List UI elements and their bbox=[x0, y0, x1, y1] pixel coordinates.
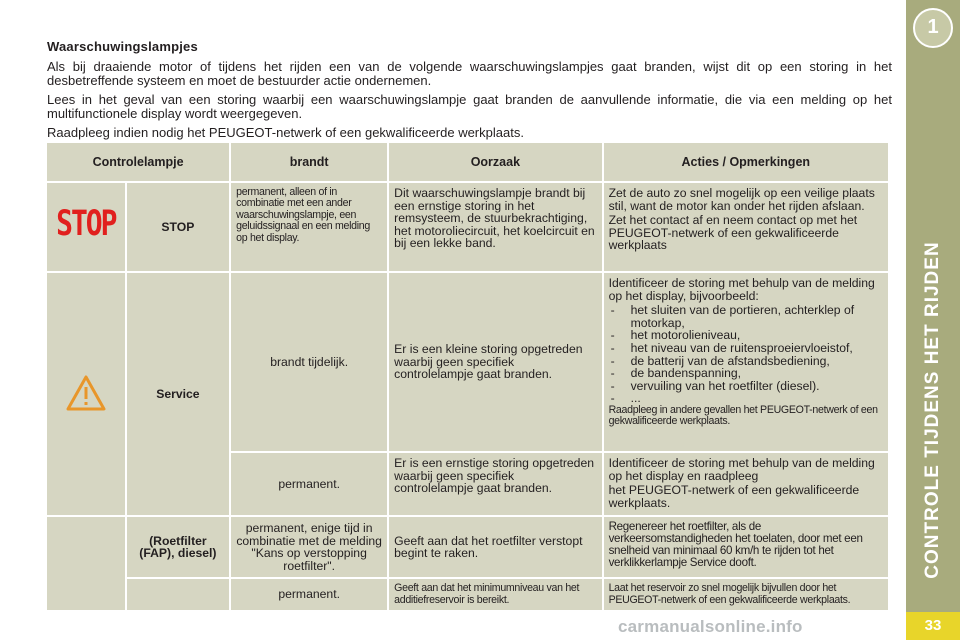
list-item: - ... bbox=[609, 392, 883, 405]
page-number: 33 bbox=[906, 612, 960, 640]
intro-paragraph-1: Als bij draaiende motor of tijdens het rijden een van de volgende waarschuwingslampjes gaat branden, wijst dit op een storing in het desbetreffende systeem en moet de bestuurder actie ondernemen. bbox=[47, 59, 892, 88]
chapter-badge bbox=[913, 8, 953, 48]
watermark: carmanualsonline.info bbox=[618, 617, 803, 636]
list-item: - het motorolieniveau, bbox=[609, 329, 883, 342]
stop-oorzaak: Dit waarschuwingslampje brandt bij een ernstige storing in het remsysteem, de stuurbekrachtiging, het motoroliecircuit, het koelcircuit en bij een lekke band. bbox=[389, 183, 601, 271]
fap-icon-cell bbox=[47, 517, 125, 610]
fap-brandt-1: permanent, enige tijd in combinatie met de melding "Kans op verstopping roetfilter". bbox=[231, 517, 387, 577]
intro-section bbox=[47, 40, 892, 145]
table-row-stop bbox=[47, 183, 888, 271]
stop-actie-1: Zet de auto zo snel mogelijk op een veilige plaats stil, want de motor kan onder het rijden afslaan. bbox=[608, 186, 875, 213]
list-item: - het niveau van de ruitensproeiervloeistof, bbox=[609, 342, 883, 355]
table-header-row bbox=[47, 143, 888, 181]
stop-icon-cell bbox=[47, 183, 125, 271]
stop-brandt: permanent, alleen of in combinatie met een ander waarschuwingslampje, een geluidssignaal en een melding op het display. bbox=[231, 183, 387, 271]
stop-icon: STOP bbox=[56, 202, 116, 245]
stop-acties bbox=[604, 183, 888, 271]
list-item: - de batterij van de afstandsbediening, bbox=[609, 355, 883, 368]
service-oorzaak-2: Er is een ernstige storing opgetreden waarbij geen specifiek controlelampje gaat branden. bbox=[389, 453, 601, 515]
fap-oorzaak-1: Geeft aan dat het roetfilter verstopt begint te raken. bbox=[389, 517, 601, 577]
chapter-title: CONTROLE TIJDENS HET RIJDEN bbox=[922, 241, 943, 579]
fap-actie-1: Regenereer het roetfilter, als de verkeersomstandigheden het toelaten, door met een snelheid van minimaal 60 km/h te rijden tot het verklikkerlampje Service dooft. bbox=[604, 517, 888, 577]
fap-actie-2: Laat het reservoir zo snel mogelijk bijvullen door het PEUGEOT-netwerk of een gekwalificeerde werkplaats. bbox=[604, 579, 888, 610]
service-acties-1 bbox=[604, 273, 888, 451]
list-item: - het sluiten van de portieren, achterklep of motorkap, bbox=[609, 304, 883, 329]
header-acties: Acties / Opmerkingen bbox=[604, 143, 888, 181]
intro-paragraph-3: Raadpleeg indien nodig het PEUGEOT-netwerk of een gekwalificeerde werkplaats. bbox=[47, 125, 524, 140]
service-actie-2b: het PEUGEOT-netwerk of een gekwalificeerde werkplaats. bbox=[608, 483, 860, 510]
service-icon-cell bbox=[47, 273, 125, 515]
fap-brandt-2: permanent. bbox=[231, 579, 387, 610]
list-item: - vervuiling van het roetfilter (diesel). bbox=[609, 380, 883, 393]
fap-oorzaak-2: Geeft aan dat het minimumniveau van het additiefreservoir is bereikt. bbox=[389, 579, 601, 610]
service-actie-note: Raadpleeg in andere gevallen het PEUGEOT-netwerk of een gekwalificeerde werkplaats. bbox=[608, 403, 878, 428]
table-row-fap-2 bbox=[47, 579, 888, 610]
fap-name: (Roetfilter (FAP), diesel) bbox=[127, 517, 229, 577]
service-oorzaak-1: Er is een kleine storing opgetreden waarbij geen specifiek controlelampje gaat branden. bbox=[389, 273, 601, 451]
service-brandt-1: brandt tijdelijk. bbox=[231, 273, 387, 451]
warning-triangle-icon bbox=[66, 375, 106, 411]
service-actie-list bbox=[609, 304, 883, 405]
section-heading: Waarschuwingslampjes bbox=[47, 39, 198, 54]
warning-lights-table bbox=[45, 141, 890, 612]
stop-name: STOP bbox=[127, 183, 229, 271]
table-row-service-1 bbox=[47, 273, 888, 451]
header-brandt: brandt bbox=[231, 143, 387, 181]
service-brandt-2: permanent. bbox=[231, 453, 387, 515]
list-item: - de bandenspanning, bbox=[609, 367, 883, 380]
stop-actie-2: Zet het contact af en neem contact op met het PEUGEOT-netwerk of een gekwalificeerde werkplaats bbox=[608, 213, 858, 253]
header-oorzaak: Oorzaak bbox=[389, 143, 601, 181]
intro-paragraph-2: Lees in het geval van een storing waarbij een waarschuwingslampje gaat branden de aanvullende informatie, die via een melding op het multifunctionele display wordt weergegeven. bbox=[47, 92, 892, 121]
service-actie-intro: Identificeer de storing met behulp van de melding op het display, bijvoorbeeld: bbox=[608, 276, 875, 303]
header-controlelampje: Controlelampje bbox=[47, 143, 229, 181]
service-actie-2a: Identificeer de storing met behulp van de melding op het display en raadpleeg bbox=[608, 456, 875, 483]
chapter-number: 1 bbox=[927, 16, 939, 39]
fap-name-empty bbox=[127, 579, 229, 610]
service-acties-2 bbox=[604, 453, 888, 515]
table-row-fap-1 bbox=[47, 517, 888, 577]
service-name: Service bbox=[127, 273, 229, 515]
